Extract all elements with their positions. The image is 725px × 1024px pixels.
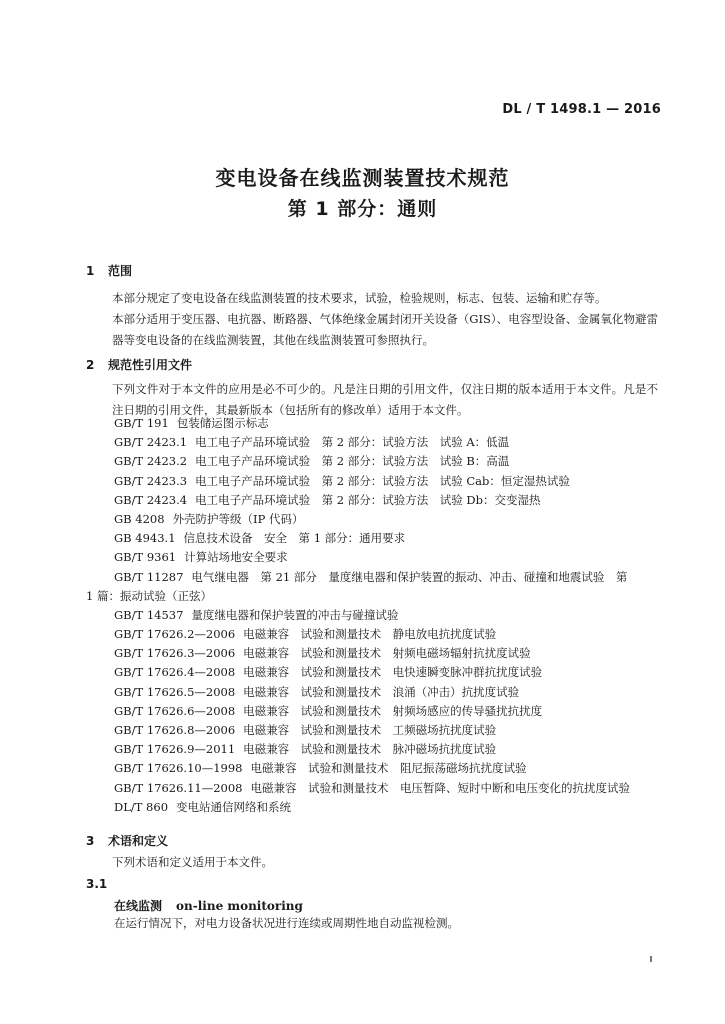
reference-code: GB/T 17626.5—2008 <box>114 684 236 699</box>
term-name-cn: 在线监测 <box>114 899 163 913</box>
reference-item <box>86 587 658 606</box>
reference-item <box>86 510 658 529</box>
reference-item <box>86 740 658 759</box>
reference-item <box>86 606 658 625</box>
reference-item <box>86 779 658 798</box>
document-title: 变电设备在线监测装置技术规范 <box>215 166 510 190</box>
reference-code: GB/T 17626.11—2008 <box>114 780 243 795</box>
reference-title: 电工电子产品环境试验 第 2 部分：试验方法 试验 Db：交变湿热 <box>195 492 541 507</box>
reference-item <box>86 683 658 702</box>
reference-item <box>86 798 658 817</box>
reference-title: 电磁兼容 试验和测量技术 射频场感应的传导骚扰抗扰度 <box>243 703 543 718</box>
term-definition: 在运行情况下，对电力设备状况进行连续或周期性地自动监视检测。 <box>114 916 459 930</box>
reference-title: 电磁兼容 试验和测量技术 静电放电抗扰度试验 <box>243 627 497 642</box>
reference-code: GB/T 2423.4 <box>114 492 188 507</box>
reference-title: 1 篇：振动试验（正弦） <box>86 588 212 603</box>
reference-item <box>86 491 658 510</box>
reference-item <box>86 548 658 567</box>
reference-list <box>86 414 658 817</box>
reference-title: 电磁兼容 试验和测量技术 阻尼振荡磁场抗扰度试验 <box>250 761 527 776</box>
term-number: 3.1 <box>86 877 108 891</box>
terms-intro <box>86 852 658 873</box>
reference-title: 电磁兼容 试验和测量技术 电快速瞬变脉冲群抗扰度试验 <box>243 665 543 680</box>
reference-code: GB/T 17626.8—2006 <box>114 723 236 737</box>
reference-code: GB/T 2423.3 <box>114 473 188 488</box>
reference-item <box>86 702 658 721</box>
reference-title: 外壳防护等级（IP 代码） <box>172 511 304 526</box>
section-number: 1 <box>86 264 95 278</box>
scan-mark <box>650 956 652 962</box>
reference-code: GB/T 2423.1 <box>114 435 188 450</box>
reference-title: 电磁兼容 试验和测量技术 脉冲磁场抗扰度试验 <box>243 742 497 757</box>
reference-code: GB/T 17626.2—2006 <box>114 627 236 642</box>
reference-code: GB/T 17626.4—2008 <box>114 665 236 680</box>
reference-code: GB/T 17626.3—2006 <box>114 646 236 661</box>
term-name <box>114 897 303 914</box>
reference-code: GB/T 11287 <box>114 569 184 584</box>
section-number: 2 <box>86 358 95 372</box>
reference-title: 电磁兼容 试验和测量技术 浪涌（冲击）抗扰度试验 <box>243 684 520 699</box>
reference-item <box>86 452 658 471</box>
reference-title: 电工电子产品环境试验 第 2 部分：试验方法 试验 B：高温 <box>195 454 510 469</box>
reference-title: 电磁兼容 试验和测量技术 电压暂降、短时中断和电压变化的抗扰度试验 <box>250 780 630 795</box>
section-title: 规范性引用文件 <box>108 358 193 372</box>
reference-item <box>86 721 658 740</box>
reference-title: 电磁兼容 试验和测量技术 射频电磁场辐射抗扰度试验 <box>243 646 531 661</box>
reference-title: 信息技术设备 安全 第 1 部分：通用要求 <box>183 531 406 546</box>
standard-code: DL / T 1498.1 — 2016 <box>502 102 661 117</box>
reference-title: 包装储运图示标志 <box>176 416 269 430</box>
reference-code: GB/T 191 <box>114 416 169 430</box>
reference-title: 变电站通信网络和系统 <box>176 799 292 814</box>
reference-code: GB/T 17626.6—2008 <box>114 703 236 718</box>
reference-title: 电气继电器 第 21 部分 量度继电器和保护装置的振动、冲击、碰撞和地震试验 第 <box>191 569 628 584</box>
reference-item <box>86 625 658 644</box>
reference-item <box>86 414 658 433</box>
section-heading-references <box>86 356 192 373</box>
reference-item <box>86 472 658 491</box>
reference-item <box>86 644 658 663</box>
reference-item <box>86 663 658 682</box>
reference-code: DL/T 860 <box>114 799 169 814</box>
reference-title: 计算站场地安全要求 <box>184 550 288 565</box>
paragraph: 本部分适用于变压器、电抗器、断路器、气体绝缘金属封闭开关设备（GIS）、电容型设备、金属氧化物避雷器等变电设备的在线监测装置，其他在线监测装置可参照执行。 <box>112 312 658 347</box>
reference-item <box>86 433 658 452</box>
reference-code: GB 4208 <box>114 511 165 526</box>
section-number: 3 <box>86 834 95 848</box>
reference-title: 电磁兼容 试验和测量技术 工频磁场抗扰度试验 <box>243 723 497 737</box>
paragraph: 本部分规定了变电设备在线监测装置的技术要求，试验，检验规则，标志、包装、运输和贮存等。 <box>112 291 607 305</box>
section-heading-terms <box>86 832 168 849</box>
section-heading-scope <box>86 262 132 279</box>
section-title: 范围 <box>108 264 133 278</box>
reference-item <box>86 529 658 548</box>
reference-code: GB/T 17626.9—2011 <box>114 742 236 757</box>
reference-code: GB/T 17626.10—1998 <box>114 761 243 776</box>
reference-item <box>86 759 658 778</box>
section-title: 术语和定义 <box>108 834 169 848</box>
reference-title: 电工电子产品环境试验 第 2 部分：试验方法 试验 Cab：恒定湿热试验 <box>195 473 570 488</box>
paragraph: 下列术语和定义适用于本文件。 <box>112 855 273 869</box>
reference-title: 电工电子产品环境试验 第 2 部分：试验方法 试验 A：低温 <box>195 435 510 450</box>
reference-code: GB/T 2423.2 <box>114 454 188 469</box>
reference-code: GB/T 14537 <box>114 607 184 622</box>
reference-code: GB/T 9361 <box>114 550 177 565</box>
scope-text <box>86 288 658 351</box>
reference-title: 量度继电器和保护装置的冲击与碰撞试验 <box>191 607 399 622</box>
document-subtitle: 第 1 部分：通则 <box>287 198 438 220</box>
reference-item <box>86 568 658 587</box>
reference-code: GB 4943.1 <box>114 531 176 546</box>
term-name-en: on-line monitoring <box>176 899 303 913</box>
paragraph: 下列文件对于本文件的应用是必不可少的。凡是注日期的引用文件，仅注日期的版本适用于本文件。凡是不注日期的引用文件，其最新版本（包括所有的修改单）适用于本文件。 <box>112 382 658 417</box>
